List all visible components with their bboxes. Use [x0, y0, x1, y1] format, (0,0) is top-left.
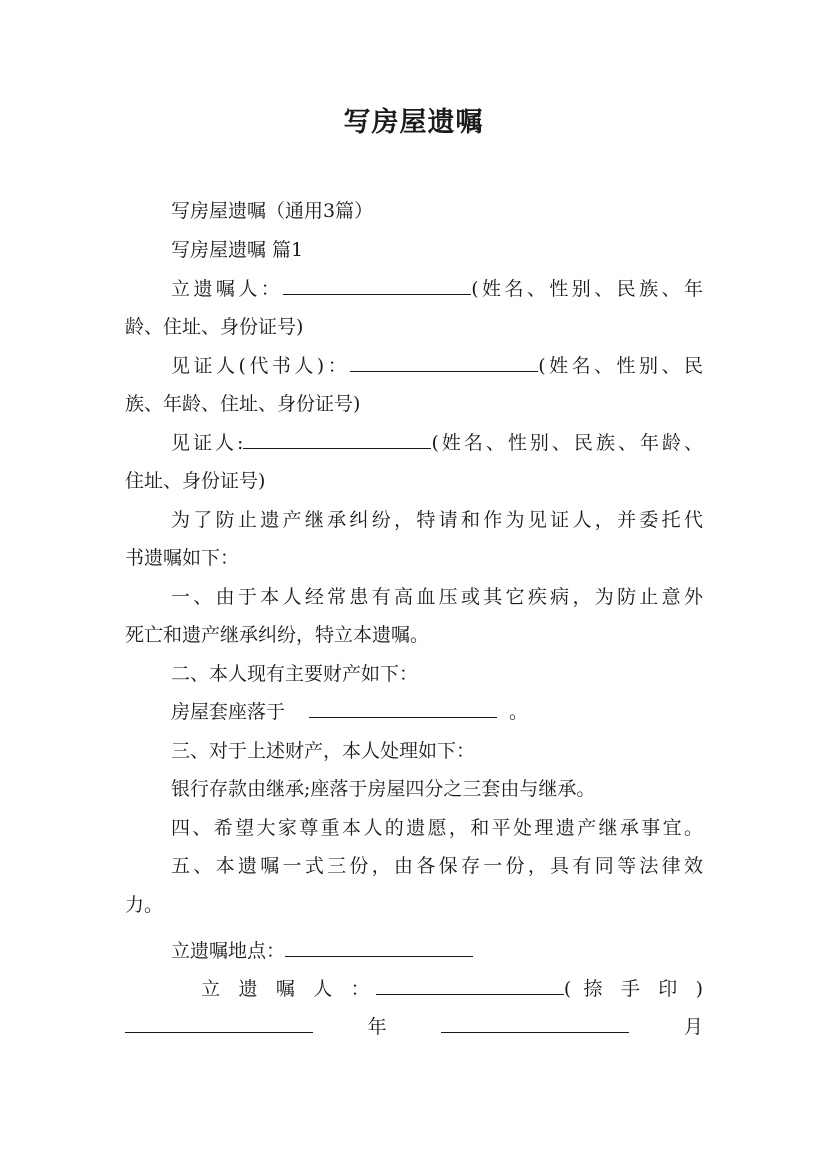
subtitle-line: 写房屋遗嘱（通用3篇）	[171, 200, 374, 222]
testator-line: 立遗嘱人： (姓名、性别、民族、年	[125, 270, 703, 308]
property-blank	[309, 695, 497, 718]
witness-blank	[243, 426, 431, 449]
scribe-witness-line-cont: 族、年龄、住址、身份证号)	[125, 393, 361, 415]
clause-five-cont: 力。	[125, 894, 164, 916]
scribe-witness-line: 见证人(代书人)： (姓名、性别、民	[125, 347, 703, 385]
will-location-blank	[285, 934, 473, 957]
year-blank	[125, 1010, 313, 1033]
date-line: 年 月	[125, 1008, 703, 1046]
testator-blank	[283, 272, 471, 295]
clause-three: 三、对于上述财产，本人处理如下：	[171, 740, 476, 762]
witness-line-cont: 住址、身份证号)	[125, 470, 266, 492]
clause-one-cont: 死亡和遗产继承纠纷，特立本遗嘱。	[125, 624, 430, 646]
document-title: 写房屋遗嘱	[343, 107, 484, 138]
witness-line: 见证人: (姓名、性别、民族、年龄、	[125, 424, 703, 462]
paragraph-purpose-cont: 书遗嘱如下：	[125, 547, 240, 569]
clause-one: 一、由于本人经常患有高血压或其它疾病，为防止意外	[171, 586, 703, 608]
section-heading: 写房屋遗嘱 篇1	[171, 239, 304, 261]
will-location-line: 立遗嘱地点：	[125, 932, 703, 970]
clause-four: 四、希望大家尊重本人的遗愿，和平处理遗产继承事宜。	[171, 817, 703, 839]
testator-line-cont: 龄、住址、身份证号)	[125, 316, 304, 338]
signature-line: 立 遗 嘱 人 ： ( 捺 手 印 )	[125, 970, 703, 1008]
month-blank	[441, 1010, 629, 1033]
scribe-witness-blank	[350, 349, 538, 372]
signature-blank	[376, 972, 564, 995]
inheritance-line: 银行存款由继承;座落于房屋四分之三套由与继承。	[171, 778, 596, 800]
paragraph-purpose: 为了防止遗产继承纠纷，特请和作为见证人，并委托代	[171, 509, 703, 531]
clause-five: 五、本遗嘱一式三份，由各保存一份，具有同等法律效	[171, 855, 703, 877]
property-line: 房屋套座落于 。	[125, 693, 703, 731]
clause-two: 二、本人现有主要财产如下：	[171, 663, 419, 685]
